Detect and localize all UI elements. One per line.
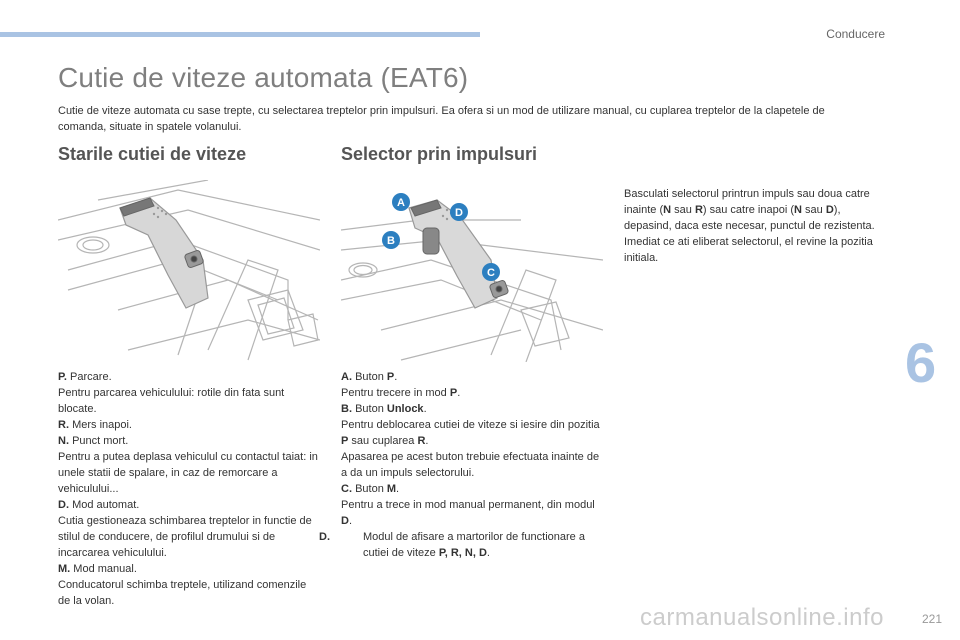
list-item-desc: Conducatorul schimba treptele, utilizand comenzile de la volan. bbox=[58, 579, 307, 607]
list-item: M. Mod manual. bbox=[58, 563, 137, 575]
callout-d-label: D bbox=[455, 207, 463, 219]
selector-buttons-list bbox=[319, 369, 603, 561]
gear-selector-drawing bbox=[58, 180, 320, 362]
selector-usage-text bbox=[624, 186, 876, 266]
list-item-desc: Pentru a trece in mod manual permanent, din modul D. bbox=[341, 499, 595, 527]
page-title: Cutie de viteze automata (EAT6) bbox=[58, 62, 469, 93]
list-item-desc: Pentru trecere in mod P. bbox=[341, 387, 461, 399]
heading-impulse-selector: Selector prin impulsuri bbox=[341, 144, 538, 164]
page-number: 221 bbox=[921, 612, 942, 626]
callout-b bbox=[382, 231, 400, 249]
list-item-desc: Apasarea pe acest buton trebuie efectuata inainte de a da un impuls selectorului. bbox=[341, 451, 600, 479]
list-item: B. Buton Unlock. bbox=[341, 403, 427, 415]
list-item: N. Punct mort. bbox=[58, 435, 129, 447]
list-item: R. Mers inapoi. bbox=[58, 419, 132, 431]
gear-selector-illustration bbox=[58, 180, 320, 362]
callout-c-label: C bbox=[487, 267, 495, 279]
gear-states-list bbox=[58, 369, 320, 609]
top-accent-bar bbox=[0, 32, 480, 37]
callout-b-label: B bbox=[387, 235, 395, 247]
heading-gear-states: Starile cutiei de viteze bbox=[58, 144, 247, 164]
list-item: D. Mod automat. bbox=[58, 499, 140, 511]
list-item-desc: Pentru deblocarea cutiei de viteze si iesire din pozitia P sau cuplarea R. bbox=[341, 419, 600, 447]
list-item-desc: Cutia gestioneaza schimbarea treptelor in functie de stilul de conducere, de profilul drumului si de incarcarea vehiculului. bbox=[58, 515, 312, 559]
callout-a-label: A bbox=[397, 197, 405, 209]
watermark: carmanualsonline.info bbox=[640, 604, 884, 631]
intro-paragraph: Cutie de viteze automata cu sase trepte, cu selectarea treptelor prin impulsuri. Ea ofera si un mod de utilizare manual, cu cuplarea treptelor de la clapetele de comanda, situate in spatele volanului. bbox=[58, 105, 825, 133]
callout-d bbox=[450, 203, 468, 221]
list-item-desc: Pentru a putea deplasa vehiculul cu contactul taiat: in unele statii de spalare, in caz de remorcare a vehiculului... bbox=[58, 451, 318, 495]
callout-a bbox=[392, 193, 410, 211]
list-item: C. Buton M. bbox=[341, 483, 400, 495]
list-item: A. Buton P. bbox=[341, 371, 398, 383]
callout-c bbox=[482, 263, 500, 281]
chapter-number: 6 bbox=[905, 331, 937, 394]
list-item: P. Parcare. bbox=[58, 371, 112, 383]
impulse-selector-illustration bbox=[341, 180, 603, 362]
impulse-selector-drawing bbox=[341, 180, 603, 362]
usage-paragraph-2: Imediat ce ati eliberat selectorul, el revine la pozitia initiala. bbox=[624, 236, 873, 264]
section-name: Conducere bbox=[826, 27, 885, 41]
list-item: D. Modul de afisare a martorilor de functionare a cutiei de viteze P, R, N, D. bbox=[319, 531, 585, 559]
usage-paragraph-1: Basculati selectorul printrun impuls sau doua catre inainte (N sau R) sau catre inapoi (N sau D), depasind, daca este necesar, punctul de rezistenta. bbox=[624, 188, 875, 232]
list-item-desc: Pentru parcarea vehiculului: rotile din fata sunt blocate. bbox=[58, 387, 285, 415]
